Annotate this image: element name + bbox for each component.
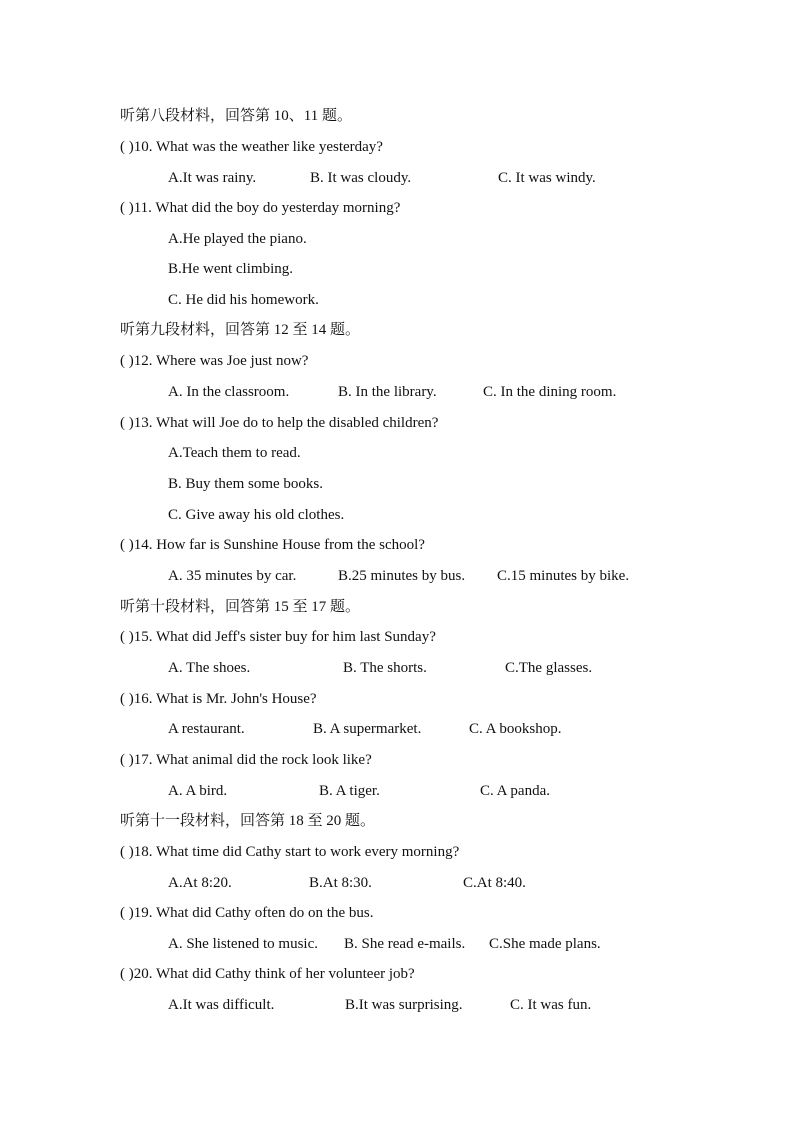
question-text: Where was Joe just now? bbox=[155, 353, 309, 369]
option-a: A. In the classroom. bbox=[168, 384, 290, 400]
option-a: A.It was difficult. bbox=[168, 997, 275, 1013]
option-a: A.He played the piano. bbox=[168, 231, 307, 247]
question-13 bbox=[120, 413, 438, 433]
question-text: What was the weather like yesterday? bbox=[155, 139, 383, 155]
option-b: B. In the library. bbox=[338, 384, 437, 400]
question-text: How far is Sunshine House from the school? bbox=[156, 537, 425, 553]
question-text: What did Cathy think of her volunteer job? bbox=[155, 966, 415, 982]
option-a: A. She listened to music. bbox=[168, 936, 318, 952]
option-b: B. The shorts. bbox=[343, 660, 427, 676]
option-c: C. A bookshop. bbox=[469, 721, 562, 737]
option-a: A.At 8:20. bbox=[168, 875, 232, 891]
question-16 bbox=[120, 689, 317, 709]
option-c: C.At 8:40. bbox=[463, 875, 526, 891]
question-text: What did Cathy often do on the bus. bbox=[155, 905, 374, 921]
option-b: B.At 8:30. bbox=[309, 875, 372, 891]
option-a: A. 35 minutes by car. bbox=[168, 568, 297, 584]
question-14 bbox=[120, 535, 425, 555]
option-c: C.She made plans. bbox=[489, 936, 601, 952]
question-number: ( )14. bbox=[120, 537, 153, 553]
question-number: ( )16. bbox=[120, 691, 153, 707]
question-20 bbox=[120, 964, 415, 984]
option-a: A.It was rainy. bbox=[168, 170, 257, 186]
option-b: B. A supermarket. bbox=[313, 721, 422, 737]
section-heading: 听第十一段材料，回答第 18 至 20 题。 bbox=[120, 813, 376, 829]
option-c: C. It was fun. bbox=[510, 997, 592, 1013]
question-12 bbox=[120, 351, 308, 371]
question-number: ( )10. bbox=[120, 139, 153, 155]
option-a: A. The shoes. bbox=[168, 660, 251, 676]
question-text: What did the boy do yesterday morning? bbox=[155, 200, 401, 216]
question-number: ( )13. bbox=[120, 415, 153, 431]
question-number: ( )11. bbox=[120, 200, 152, 216]
question-number: ( )15. bbox=[120, 629, 153, 645]
question-text: What animal did the rock look like? bbox=[155, 752, 372, 768]
section-heading: 听第十段材料，回答第 15 至 17 题。 bbox=[120, 599, 361, 615]
question-text: What will Joe do to help the disabled children? bbox=[155, 415, 439, 431]
option-c: C. Give away his old clothes. bbox=[168, 507, 345, 523]
option-a: A restaurant. bbox=[168, 721, 245, 737]
option-a: A.Teach them to read. bbox=[168, 445, 301, 461]
question-number: ( )19. bbox=[120, 905, 153, 921]
question-text: What did Jeff's sister buy for him last Sunday? bbox=[155, 629, 436, 645]
option-c: C. In the dining room. bbox=[483, 384, 617, 400]
option-b: B.25 minutes by bus. bbox=[338, 568, 466, 584]
question-17 bbox=[120, 750, 372, 770]
option-b: B. She read e-mails. bbox=[344, 936, 466, 952]
option-c: C. He did his homework. bbox=[168, 292, 319, 308]
section-heading: 听第九段材料，回答第 12 至 14 题。 bbox=[120, 322, 361, 338]
option-b: B. A tiger. bbox=[319, 783, 380, 799]
question-number: ( )12. bbox=[120, 353, 153, 369]
question-text: What time did Cathy start to work every morning? bbox=[155, 844, 460, 860]
option-c: C. It was windy. bbox=[498, 170, 596, 186]
question-text: What is Mr. John's House? bbox=[155, 691, 317, 707]
option-a: A. A bird. bbox=[168, 783, 228, 799]
question-11 bbox=[120, 198, 400, 218]
question-18 bbox=[120, 842, 459, 862]
question-19 bbox=[120, 903, 373, 923]
question-number: ( )18. bbox=[120, 844, 153, 860]
question-number: ( )17. bbox=[120, 752, 153, 768]
question-number: ( )20. bbox=[120, 966, 153, 982]
option-b: B.It was surprising. bbox=[345, 997, 463, 1013]
option-c: C.15 minutes by bike. bbox=[497, 568, 630, 584]
section-heading: 听第八段材料，回答第 10、11 题。 bbox=[120, 108, 352, 124]
option-b: B.He went climbing. bbox=[168, 261, 293, 277]
option-c: C. A panda. bbox=[480, 783, 550, 799]
option-b: B. Buy them some books. bbox=[168, 476, 324, 492]
option-c: C.The glasses. bbox=[505, 660, 593, 676]
question-10 bbox=[120, 137, 383, 157]
option-b: B. It was cloudy. bbox=[310, 170, 412, 186]
question-15 bbox=[120, 627, 436, 647]
